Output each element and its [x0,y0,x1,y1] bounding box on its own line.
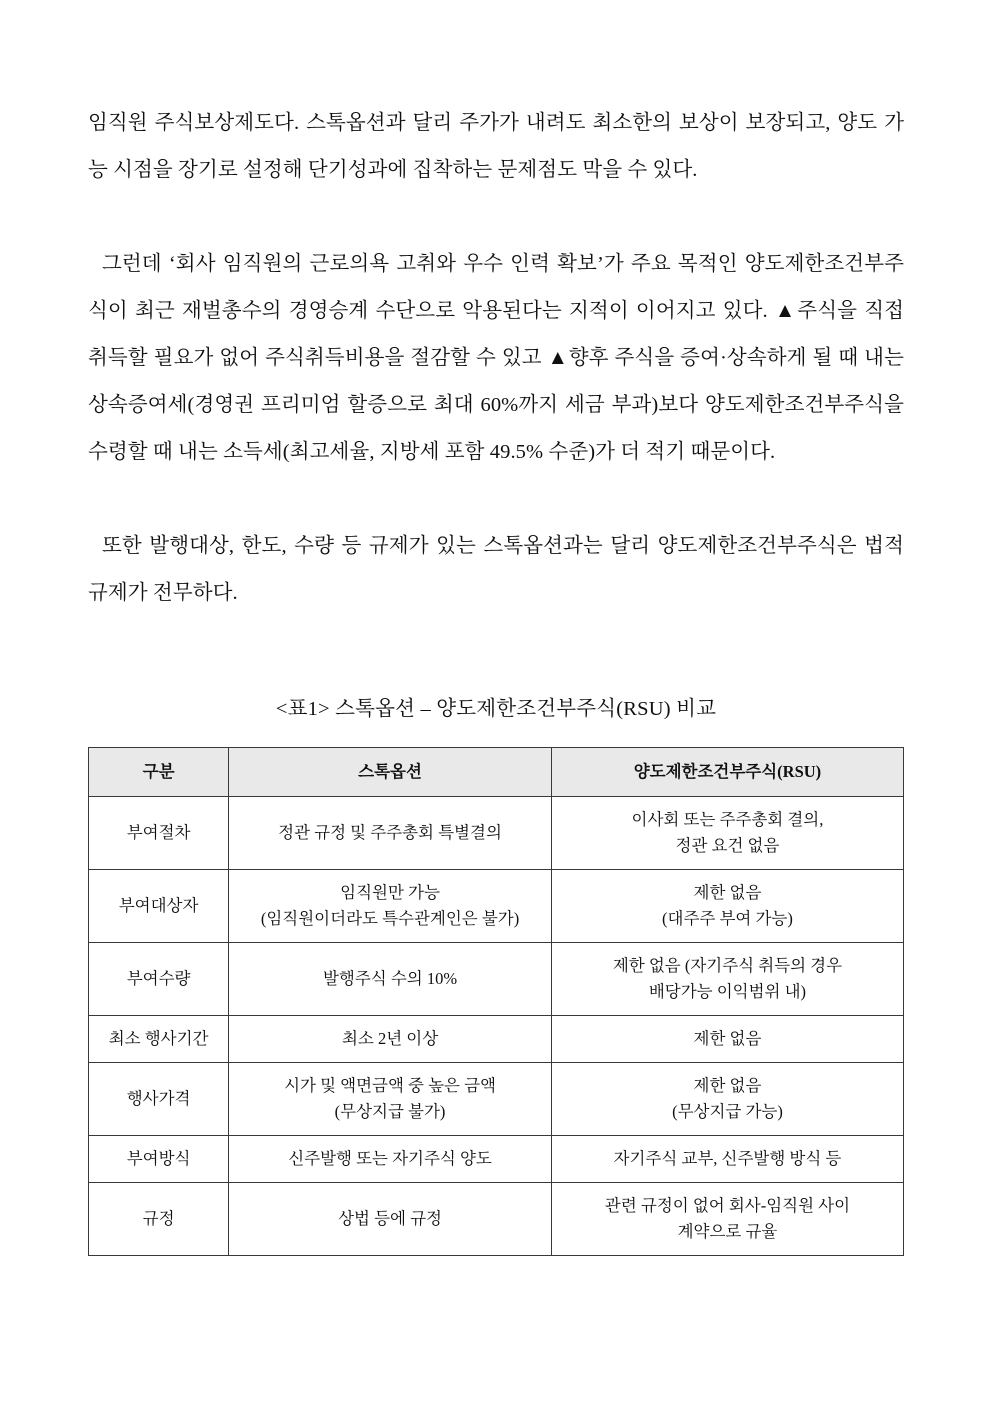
table-row [89,1016,904,1063]
row-category: 부여대상자 [89,870,229,943]
table-header-rsu: 양도제한조건부주식(RSU) [551,748,903,797]
table-header-stock-option: 스톡옵션 [229,748,552,797]
row-rsu: 제한 없음 (자기주식 취득의 경우 배당가능 이익범위 내) [551,943,903,1016]
row-stock-option: 시가 및 액면금액 중 높은 금액 (무상지급 불가) [229,1063,552,1136]
row-rsu: 이사회 또는 주주총회 결의, 정관 요건 없음 [551,797,903,870]
table-body [89,797,904,1256]
document-body [88,100,904,617]
row-stock-option: 신주발행 또는 자기주식 양도 [229,1136,552,1183]
row-rsu: 관련 규정이 없어 회사-임직원 사이 계약으로 규율 [551,1183,903,1256]
table-row [89,797,904,870]
row-rsu: 제한 없음 (대주주 부여 가능) [551,870,903,943]
row-stock-option: 임직원만 가능 (임직원이더라도 특수관계인은 불가) [229,870,552,943]
table-row [89,1063,904,1136]
row-stock-option: 상법 등에 규정 [229,1183,552,1256]
row-category: 부여수량 [89,943,229,1016]
table-caption: <표1> 스톡옵션 – 양도제한조건부주식(RSU) 비교 [275,698,717,720]
row-rsu: 제한 없음 [551,1016,903,1063]
row-category: 규정 [89,1183,229,1256]
paragraph-3: 또한 발행대상, 한도, 수량 등 규제가 있는 스톡옵션과는 달리 양도제한조건부주식은 법적 규제가 전무하다. [88,535,904,604]
row-stock-option: 발행주식 수의 10% [229,943,552,1016]
paragraph-2: 그런데 ‘회사 임직원의 근로의욕 고취와 우수 인력 확보’가 주요 목적인 양도제한조건부주식이 최근 재벌총수의 경영승계 수단으로 악용된다는 지적이 이어지고 있다. ▲주식을 직접 취득할 필요가 없어 주식취득비용을 절감할 수 있고 ▲향후 주식을 증여·상속하게 될 때 내는 상속증여세(경영권 프리미엄 할증으로 최대 60%까지 세금 부과)보다 양도제한조건부주식을 수령할 때 내는 소득세(최고세율, 지방세 포함 49.5% 수준)가 더 적기 때문이다. [88,253,904,463]
comparison-table [88,747,904,1256]
row-category: 부여절차 [89,797,229,870]
row-category: 부여방식 [89,1136,229,1183]
table-row [89,870,904,943]
row-stock-option: 정관 규정 및 주주총회 특별결의 [229,797,552,870]
table-row [89,943,904,1016]
row-rsu: 자기주식 교부, 신주발행 방식 등 [551,1136,903,1183]
table-header-row [89,748,904,797]
row-rsu: 제한 없음 (무상지급 가능) [551,1063,903,1136]
paragraph-spacer [88,194,904,241]
table-header-category: 구분 [89,748,229,797]
table-row [89,1183,904,1256]
paragraph-1: 임직원 주식보상제도다. 스톡옵션과 달리 주가가 내려도 최소한의 보상이 보장되고, 양도 가능 시점을 장기로 설정해 단기성과에 집착하는 문제점도 막을 수 있다. [88,112,904,181]
paragraph-spacer [88,476,904,523]
row-stock-option: 최소 2년 이상 [229,1016,552,1063]
row-category: 최소 행사기간 [89,1016,229,1063]
row-category: 행사가격 [89,1063,229,1136]
table-row [89,1136,904,1183]
